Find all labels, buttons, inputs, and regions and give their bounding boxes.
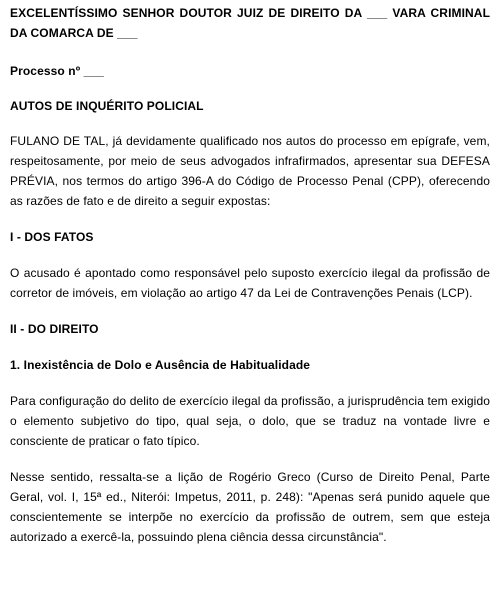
process-number: Processo nº ___ (10, 64, 104, 78)
subsection-1-title: 1. Inexistência de Dolo e Ausência de Habitualidade (10, 358, 311, 372)
section-facts-title: I - DOS FATOS (10, 230, 94, 244)
intro-paragraph: FULANO DE TAL, já devidamente qualificado nos autos do processo em epígrafe, vem, respeitosamente, por meio de seus advogados infrafirmados, apresentar sua DEFESA PRÉVIA, nos termos do artigo 396-A do Código de Processo Penal (CPP), oferecendo as razões de fato e de direito a seguir expostas: (10, 134, 490, 208)
heading-address: EXCELENTÍSSIMO SENHOR DOUTOR JUIZ DE DIREITO DA ___ VARA CRIMINAL DA COMARCA DE ___ (10, 6, 490, 40)
section-law-title: II - DO DIREITO (10, 322, 99, 336)
law-paragraph-1: Para configuração do delito de exercício ilegal da profissão, a jurisprudência tem exigido o elemento subjetivo do tipo, qual seja, o dolo, que se traduz na vontade livre e consciente de praticar o fato típico. (10, 394, 490, 448)
facts-paragraph: O acusado é apontado como responsável pelo suposto exercício ilegal da profissão de corretor de imóveis, em violação ao artigo 47 da Lei de Contravenções Penais (LCP). (10, 266, 490, 300)
law-paragraph-2: Nesse sentido, ressalta-se a lição de Rogério Greco (Curso de Direito Penal, Parte Geral, vol. I, 15ª ed., Niterói: Impetus, 2011, p. 248): "Apenas será punido aquele que conscientemente se interpõe no exercício da profissão de outrem, sem que esteja autorizado a exercê-la, possuindo plena ciência dessa circunstância". (10, 470, 490, 544)
case-title: AUTOS DE INQUÉRITO POLICIAL (10, 99, 204, 113)
